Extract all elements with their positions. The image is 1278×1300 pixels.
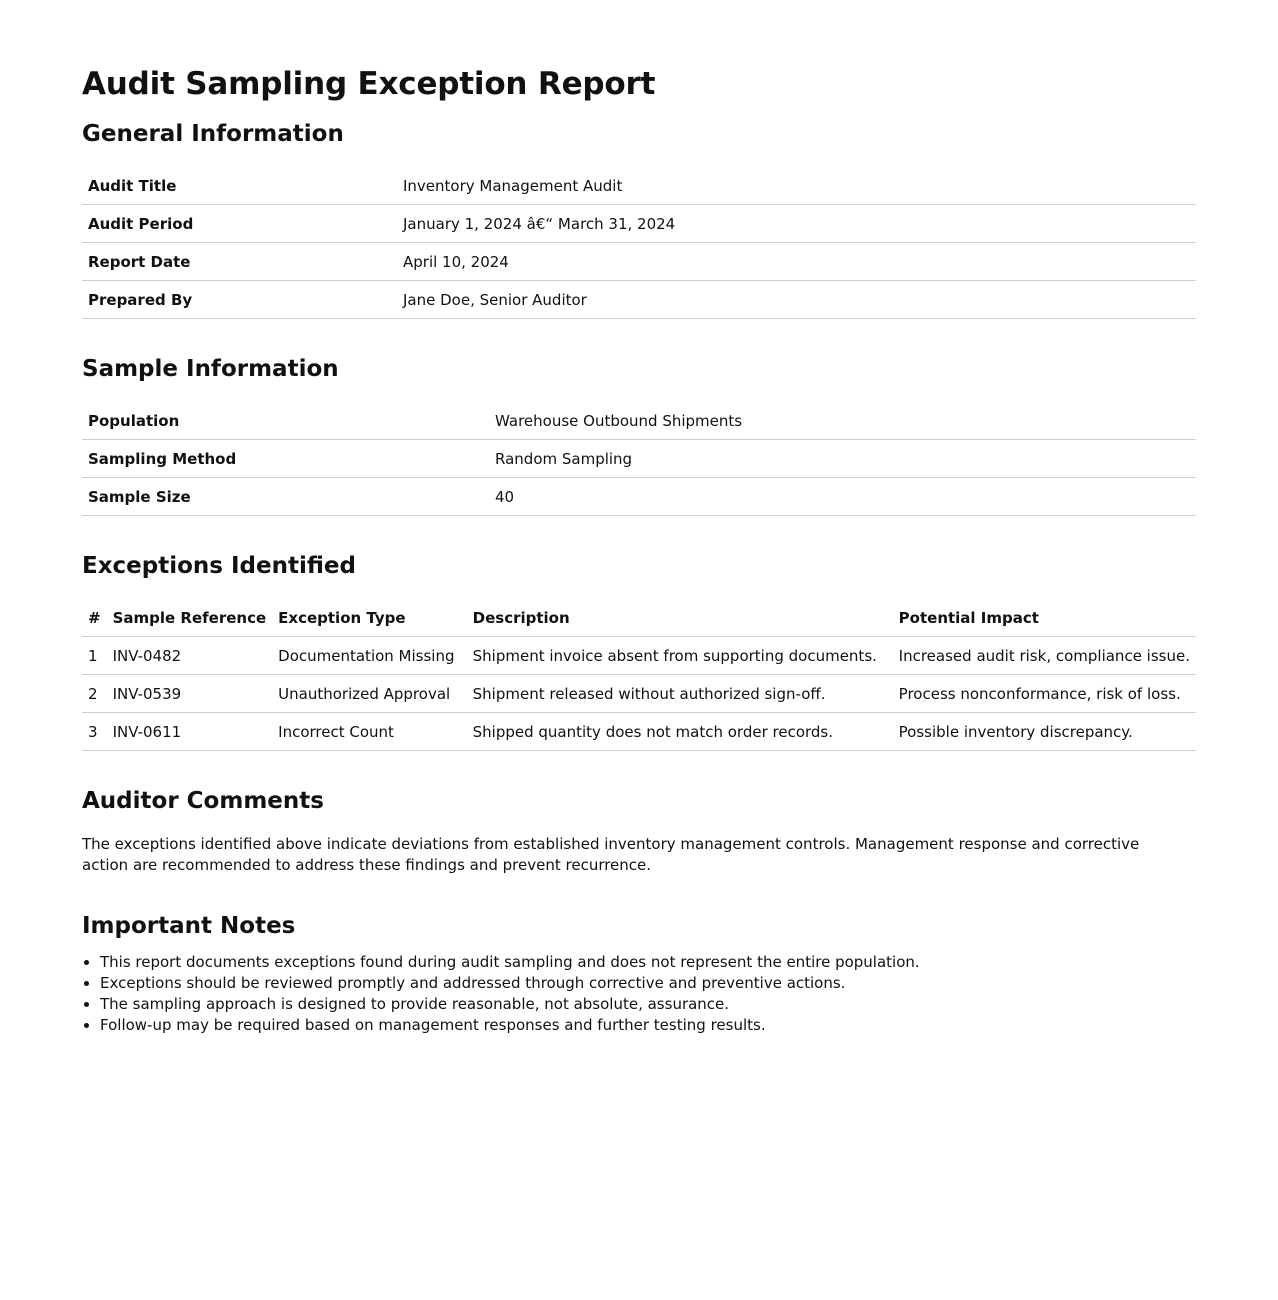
exceptions-heading: Exceptions Identified [82,553,356,579]
auditor-comments-heading: Auditor Comments [82,788,324,814]
row-label: Sample Size [82,478,489,516]
sample-info-heading: Sample Information [82,356,339,382]
table-row [82,713,1196,751]
general-info-table [82,167,1196,319]
exceptions-table [82,599,1196,751]
page-title: Audit Sampling Exception Report [82,66,656,102]
table-row [82,440,1196,478]
table-row [82,281,1196,319]
row-value: January 1, 2024 â€“ March 31, 2024 [397,205,1196,243]
list-item: • This report documents exceptions found during audit sampling and does not represent the entire population. [100,952,1196,973]
table-row [82,243,1196,281]
row-value: April 10, 2024 [397,243,1196,281]
exception-impact: Possible inventory discrepancy. [893,713,1196,751]
exception-impact: Process nonconformance, risk of loss. [893,675,1196,713]
table-row [82,167,1196,205]
list-item: • The sampling approach is designed to provide reasonable, not absolute, assurance. [100,994,1196,1015]
auditor-comments-text: The exceptions identified above indicate deviations from established inventory management controls. Management response and corrective action are recommended to address these findings and prevent recurrence. [82,835,1140,874]
row-value: Inventory Management Audit [397,167,1196,205]
important-notes-list [82,952,1196,1036]
general-info-heading: General Information [82,121,344,147]
exception-reference: INV-0539 [107,675,273,713]
exception-reference: INV-0482 [107,637,273,675]
exception-number: 3 [82,713,107,751]
table-row [82,675,1196,713]
exception-number: 2 [82,675,107,713]
exception-number: 1 [82,637,107,675]
table-row [82,637,1196,675]
row-value: Warehouse Outbound Shipments [489,402,1196,440]
exception-description: Shipment released without authorized sign-off. [467,675,893,713]
column-header-description: Description [467,599,893,637]
row-label: Sampling Method [82,440,489,478]
row-label: Population [82,402,489,440]
row-label: Prepared By [82,281,397,319]
row-label: Audit Period [82,205,397,243]
sample-info-table [82,402,1196,516]
exception-type: Documentation Missing [272,637,466,675]
exception-description: Shipped quantity does not match order records. [467,713,893,751]
exception-reference: INV-0611 [107,713,273,751]
table-row [82,205,1196,243]
row-value: Jane Doe, Senior Auditor [397,281,1196,319]
list-item: • Follow-up may be required based on management responses and further testing results. [100,1015,1196,1036]
table-row [82,478,1196,516]
row-label: Report Date [82,243,397,281]
row-value: Random Sampling [489,440,1196,478]
exception-description: Shipment invoice absent from supporting documents. [467,637,893,675]
exception-type: Incorrect Count [272,713,466,751]
column-header-sample-reference: Sample Reference [107,599,273,637]
column-header-exception-type: Exception Type [272,599,466,637]
exception-type: Unauthorized Approval [272,675,466,713]
column-header-number: # [82,599,107,637]
table-row [82,402,1196,440]
table-header-row [82,599,1196,637]
row-label: Audit Title [82,167,397,205]
column-header-potential-impact: Potential Impact [893,599,1196,637]
list-item: • Exceptions should be reviewed promptly and addressed through corrective and preventive actions. [100,973,1196,994]
important-notes-heading: Important Notes [82,913,296,939]
exception-impact: Increased audit risk, compliance issue. [893,637,1196,675]
row-value: 40 [489,478,1196,516]
